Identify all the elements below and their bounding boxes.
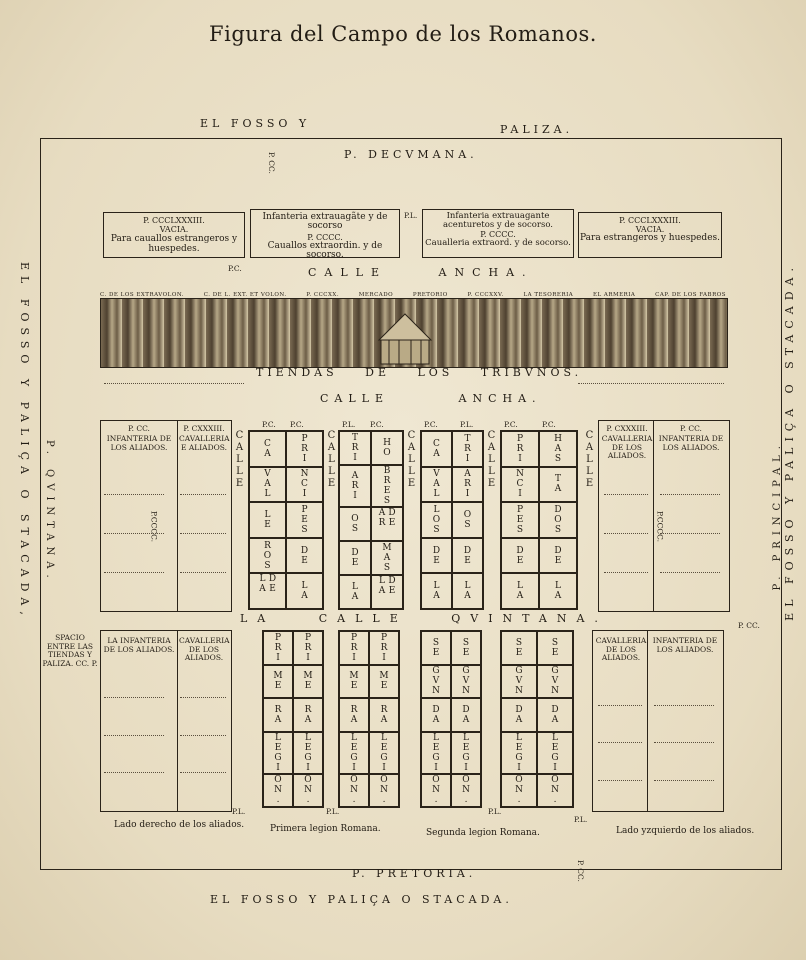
legion-cell: ME <box>369 665 399 699</box>
legion-cell: DE <box>339 541 371 575</box>
frieze-label: C. DE LOS EXTRAVOLON. <box>100 292 185 298</box>
divider <box>647 631 648 811</box>
legion-cell: SE <box>537 631 573 665</box>
legion-cell: OS <box>339 507 371 541</box>
legion-cell: TRI <box>339 431 371 465</box>
legion-cell: LA <box>421 573 452 609</box>
ur-a-text: CAVALLERIA DE LOS ALIADOS. <box>601 434 653 460</box>
legion-cell: RA <box>339 698 369 732</box>
legion-cell: HAS <box>539 431 577 467</box>
dotted-line <box>180 697 226 698</box>
ul-a-text: INFANTERIA DE LOS ALIADOS. <box>106 434 172 452</box>
dotted-line <box>604 533 648 534</box>
legion-cell: ARI <box>339 465 371 507</box>
lower-left-allies <box>100 630 232 812</box>
dotted-line <box>654 705 714 706</box>
dotted-line <box>180 772 226 773</box>
dotted-line <box>180 533 226 534</box>
legion-cell: PES <box>286 502 323 538</box>
border-top-right: PALIZA. <box>500 123 574 136</box>
legion-cell: ON. <box>263 774 293 808</box>
divider <box>653 421 654 611</box>
gate-principal: P. PRINCIPAL. <box>772 440 783 591</box>
legion-cell: LEGI <box>537 732 573 774</box>
caption-second-legion: Segunda legion Romana. <box>426 828 540 838</box>
frieze-label: CAP. DE LOS FABROS <box>655 292 726 298</box>
upper-legion-block-3 <box>420 430 484 610</box>
top-block-3-top: Infanteria extrauagante acenturetos y de socorso. <box>442 211 554 230</box>
mark-pc: P.C. <box>424 420 438 429</box>
dotted-line <box>660 533 720 534</box>
gate-pretoria: P. PRETORIA. <box>352 867 477 880</box>
mark-pc: P.C. <box>262 420 276 429</box>
divider <box>177 421 178 611</box>
mark-pl: P.L. <box>232 807 246 816</box>
legion-cell: ON. <box>501 774 537 808</box>
frieze-label: P. CCCXXV. <box>467 292 504 298</box>
dotted-line <box>180 572 226 573</box>
lower-legion-block-1 <box>262 630 324 808</box>
legion-cell: DA <box>501 698 537 732</box>
mark-pcc-bottom: P. CC. <box>576 860 585 882</box>
top-block-3 <box>422 209 574 258</box>
caption-first-legion: Primera legion Romana. <box>270 824 381 834</box>
legion-cell: PRI <box>339 631 369 665</box>
lr-b-text: INFANTERIA DE LOS ALIADOS. <box>652 636 718 654</box>
mark-pcc-right: P. CC. <box>738 621 760 630</box>
legion-cell: LA <box>452 573 483 609</box>
calle-vertical-2: CALLE <box>326 430 337 490</box>
legion-cell: LA <box>501 573 539 609</box>
dotted-line <box>660 494 720 495</box>
mark-pl: P.L. <box>488 807 502 816</box>
legion-cell: SE <box>501 631 537 665</box>
dotted-line <box>180 494 226 495</box>
legion-cell: TRI <box>452 431 483 467</box>
legion-cell: PES <box>501 502 539 538</box>
legion-cell: RA <box>369 698 399 732</box>
mark-pl-top: P.L. <box>404 211 418 220</box>
mark-pl: P.L. <box>342 420 356 429</box>
top-block-1-title: VACIA. <box>159 225 189 234</box>
ul-b-text: CAVALLERIA E ALIADOS. <box>179 434 230 452</box>
praetorium-tent-icon <box>375 310 435 366</box>
legion-cell: ON. <box>293 774 323 808</box>
dotted-line <box>654 780 714 781</box>
frieze-label: LA TESORERIA <box>523 292 574 298</box>
legion-cell: VAL <box>249 467 286 503</box>
frieze-label: MERCADO <box>358 292 394 298</box>
dotted-line <box>104 772 164 773</box>
mark-pc: P.C. <box>370 420 384 429</box>
legion-cell: MAS <box>371 541 403 575</box>
calle-vertical-1: CALLE <box>234 430 245 490</box>
spacio-text: SPACIO ENTRE LAS TIENDAS Y PALIZA. CC. P. <box>42 633 98 668</box>
lower-legion-block-4 <box>500 630 574 808</box>
top-block-2-bottom: Cauallos extraordin. y de socorso. <box>267 241 383 260</box>
legion-cell: RA <box>293 698 323 732</box>
border-top-left: EL FOSSO Y <box>200 117 311 130</box>
legion-cell: LEGI <box>339 732 369 774</box>
caption-right-allies: Lado derecho de los aliados. <box>114 820 245 830</box>
top-block-2 <box>250 209 400 258</box>
frieze-label: EL ARMERIA <box>592 292 636 298</box>
mark-pc: P.C. <box>542 420 556 429</box>
frieze-label: C. DE L. EXT. ET VOLON. <box>203 292 287 298</box>
top-block-1-text: Para cauallos estrangeros y huespedes. <box>110 234 238 254</box>
dotted-line <box>598 780 642 781</box>
legion-cell: LA <box>339 575 371 609</box>
calle-vertical-3: CALLE <box>406 430 417 490</box>
top-block-4 <box>578 212 722 258</box>
caption-left-allies: Lado yzquierdo de los aliados. <box>616 826 755 836</box>
dotted-line <box>104 494 164 495</box>
legion-cell: LOS <box>421 502 452 538</box>
mark-pcccc: P.CCCC. <box>149 511 159 542</box>
calle-vertical-4: CALLE <box>486 430 497 490</box>
legion-cell: ARI <box>452 467 483 503</box>
legion-cell: LEGI <box>369 732 399 774</box>
legion-cell: DA <box>451 698 481 732</box>
legion-cell: LEGI <box>293 732 323 774</box>
legion-cell: ME <box>263 665 293 699</box>
legion-cell: ROS <box>249 538 286 574</box>
legion-cell: GVN <box>501 665 537 699</box>
dotted-line <box>104 383 244 384</box>
dotted-line <box>604 572 648 573</box>
legion-cell: HO <box>371 431 403 465</box>
legion-cell: SE <box>451 631 481 665</box>
dotted-line <box>180 735 226 736</box>
top-block-2-top: Infanteria extrauagãte y de socorso <box>262 212 388 231</box>
legion-cell: BRES <box>371 465 403 507</box>
calle-ancha-2: CALLE ANCHA. <box>320 392 542 405</box>
dotted-line <box>578 383 724 384</box>
legion-cell: PRI <box>501 431 539 467</box>
legion-cell: NCI <box>501 467 539 503</box>
legion-cell: DA <box>421 698 451 732</box>
legion-cell: DOS <box>539 502 577 538</box>
border-bottom: EL FOSSO Y PALIÇA O STACADA. <box>210 893 513 906</box>
legion-cell: DE <box>501 538 539 574</box>
calle-vertical-5: CALLE <box>584 430 595 490</box>
upper-legion-block-4 <box>500 430 578 610</box>
gate-decumana: P. DECVMANA. <box>344 148 478 161</box>
border-right: EL FOSSO Y PALIÇA O STACADA. <box>783 262 796 621</box>
ll-b-text: CAVALLERIA DE LOS ALIADOS. <box>179 636 230 662</box>
mark-pl: P.L. <box>460 420 474 429</box>
frieze-labels <box>100 292 726 298</box>
legion-cell: CA <box>249 431 286 467</box>
dotted-line <box>104 735 164 736</box>
legion-cell: LEGI <box>263 732 293 774</box>
upper-legion-block-1 <box>248 430 324 610</box>
legion-cell: LEGI <box>451 732 481 774</box>
legion-cell: LEGI <box>421 732 451 774</box>
mark-pc-1: P.C. <box>228 264 242 273</box>
dotted-line <box>104 533 164 534</box>
legion-cell: DE LA <box>371 575 403 609</box>
calle-ancha-1: CALLE ANCHA. <box>308 266 534 279</box>
legion-cell: DE <box>539 538 577 574</box>
ur-a-num: P. CXXXIII. <box>606 424 648 433</box>
mark-pc: P.C. <box>504 420 518 429</box>
legion-cell: LEGI <box>501 732 537 774</box>
legion-cell: SE <box>421 631 451 665</box>
ur-b-text: INFANTERIA DE LOS ALIADOS. <box>658 434 724 452</box>
lower-legion-block-2 <box>338 630 400 808</box>
legion-cell: LA <box>539 573 577 609</box>
legion-cell: DE AR <box>371 507 403 541</box>
legion-cell: CA <box>421 431 452 467</box>
mark-pl: P.L. <box>326 807 340 816</box>
ul-b-num: P. CXXXIII. <box>183 424 225 433</box>
mark-pc: P.C. <box>290 420 304 429</box>
dotted-line <box>598 742 642 743</box>
legion-cell: NCI <box>286 467 323 503</box>
border-left: EL FOSSO Y PALIÇA O STACADA, <box>18 262 31 621</box>
ul-a-num: P. CC. <box>128 424 150 433</box>
legion-cell: DE LA <box>249 573 286 609</box>
legion-cell: ON. <box>537 774 573 808</box>
tiendas-tribunos: TIENDAS DE LOS TRIBVNOS. <box>256 366 583 379</box>
legion-cell: OS <box>452 502 483 538</box>
dotted-line <box>654 742 714 743</box>
ur-b-num: P. CC. <box>680 424 702 433</box>
legion-cell: ON. <box>451 774 481 808</box>
gate-quintana: P. QVINTANA. <box>44 440 55 584</box>
top-block-2-num: P. CCCC. <box>307 233 343 242</box>
mark-pcccc: P.CCCC. <box>655 511 665 542</box>
top-block-4-num: P. CCCLXXXIII. <box>619 216 681 225</box>
dotted-line <box>660 572 720 573</box>
mark-pl: P.L. <box>574 815 588 824</box>
legion-cell: DA <box>537 698 573 732</box>
legion-cell: ME <box>339 665 369 699</box>
legion-cell: PRI <box>293 631 323 665</box>
mark-pcc-top: P. CC. <box>267 152 276 174</box>
legion-cell: ME <box>293 665 323 699</box>
frieze-label: PRETORIO <box>412 292 448 298</box>
legion-cell: PRI <box>369 631 399 665</box>
dotted-line <box>598 705 642 706</box>
top-block-3-bottom: Caualleria extraord. y de socorso. <box>425 238 571 248</box>
top-block-3-num: P. CCCC. <box>480 230 516 239</box>
calle-quintana: LA CALLE QVINTANA. <box>240 612 608 625</box>
upper-legion-block-2 <box>338 430 404 610</box>
legion-cell: GVN <box>421 665 451 699</box>
upper-left-allies <box>100 420 232 612</box>
lower-right-allies <box>592 630 724 812</box>
top-block-1-num: P. CCCLXXXIII. <box>143 216 205 225</box>
dotted-line <box>104 697 164 698</box>
lower-legion-block-3 <box>420 630 482 808</box>
legion-cell: PRI <box>263 631 293 665</box>
legion-cell: VAL <box>421 467 452 503</box>
legion-cell: DE <box>421 538 452 574</box>
dotted-line <box>104 572 164 573</box>
legion-cell: LE <box>249 502 286 538</box>
dotted-line <box>604 494 648 495</box>
top-block-4-title: VACIA. <box>635 225 665 234</box>
legion-cell: DE <box>452 538 483 574</box>
legion-cell: RA <box>263 698 293 732</box>
top-block-1 <box>103 212 245 258</box>
legion-cell: DE <box>286 538 323 574</box>
top-block-4-text: Para estrangeros y huespedes. <box>580 233 720 243</box>
page-title: Figura del Campo de los Romanos. <box>209 22 597 46</box>
legion-cell: ON. <box>369 774 399 808</box>
divider <box>177 631 178 811</box>
upper-right-allies <box>598 420 730 612</box>
legion-cell: ON. <box>421 774 451 808</box>
ll-a-text: LA INFANTERIA DE LOS ALIADOS. <box>103 636 175 654</box>
frieze-label: P. CCCXX. <box>306 292 340 298</box>
legion-cell: PRI <box>286 431 323 467</box>
legion-cell: TA <box>539 467 577 503</box>
legion-cell: GVN <box>537 665 573 699</box>
legion-cell: LA <box>286 573 323 609</box>
legion-cell: ON. <box>339 774 369 808</box>
lr-a-text: CAVALLERIA DE LOS ALIADOS. <box>595 636 647 662</box>
legion-cell: GVN <box>451 665 481 699</box>
